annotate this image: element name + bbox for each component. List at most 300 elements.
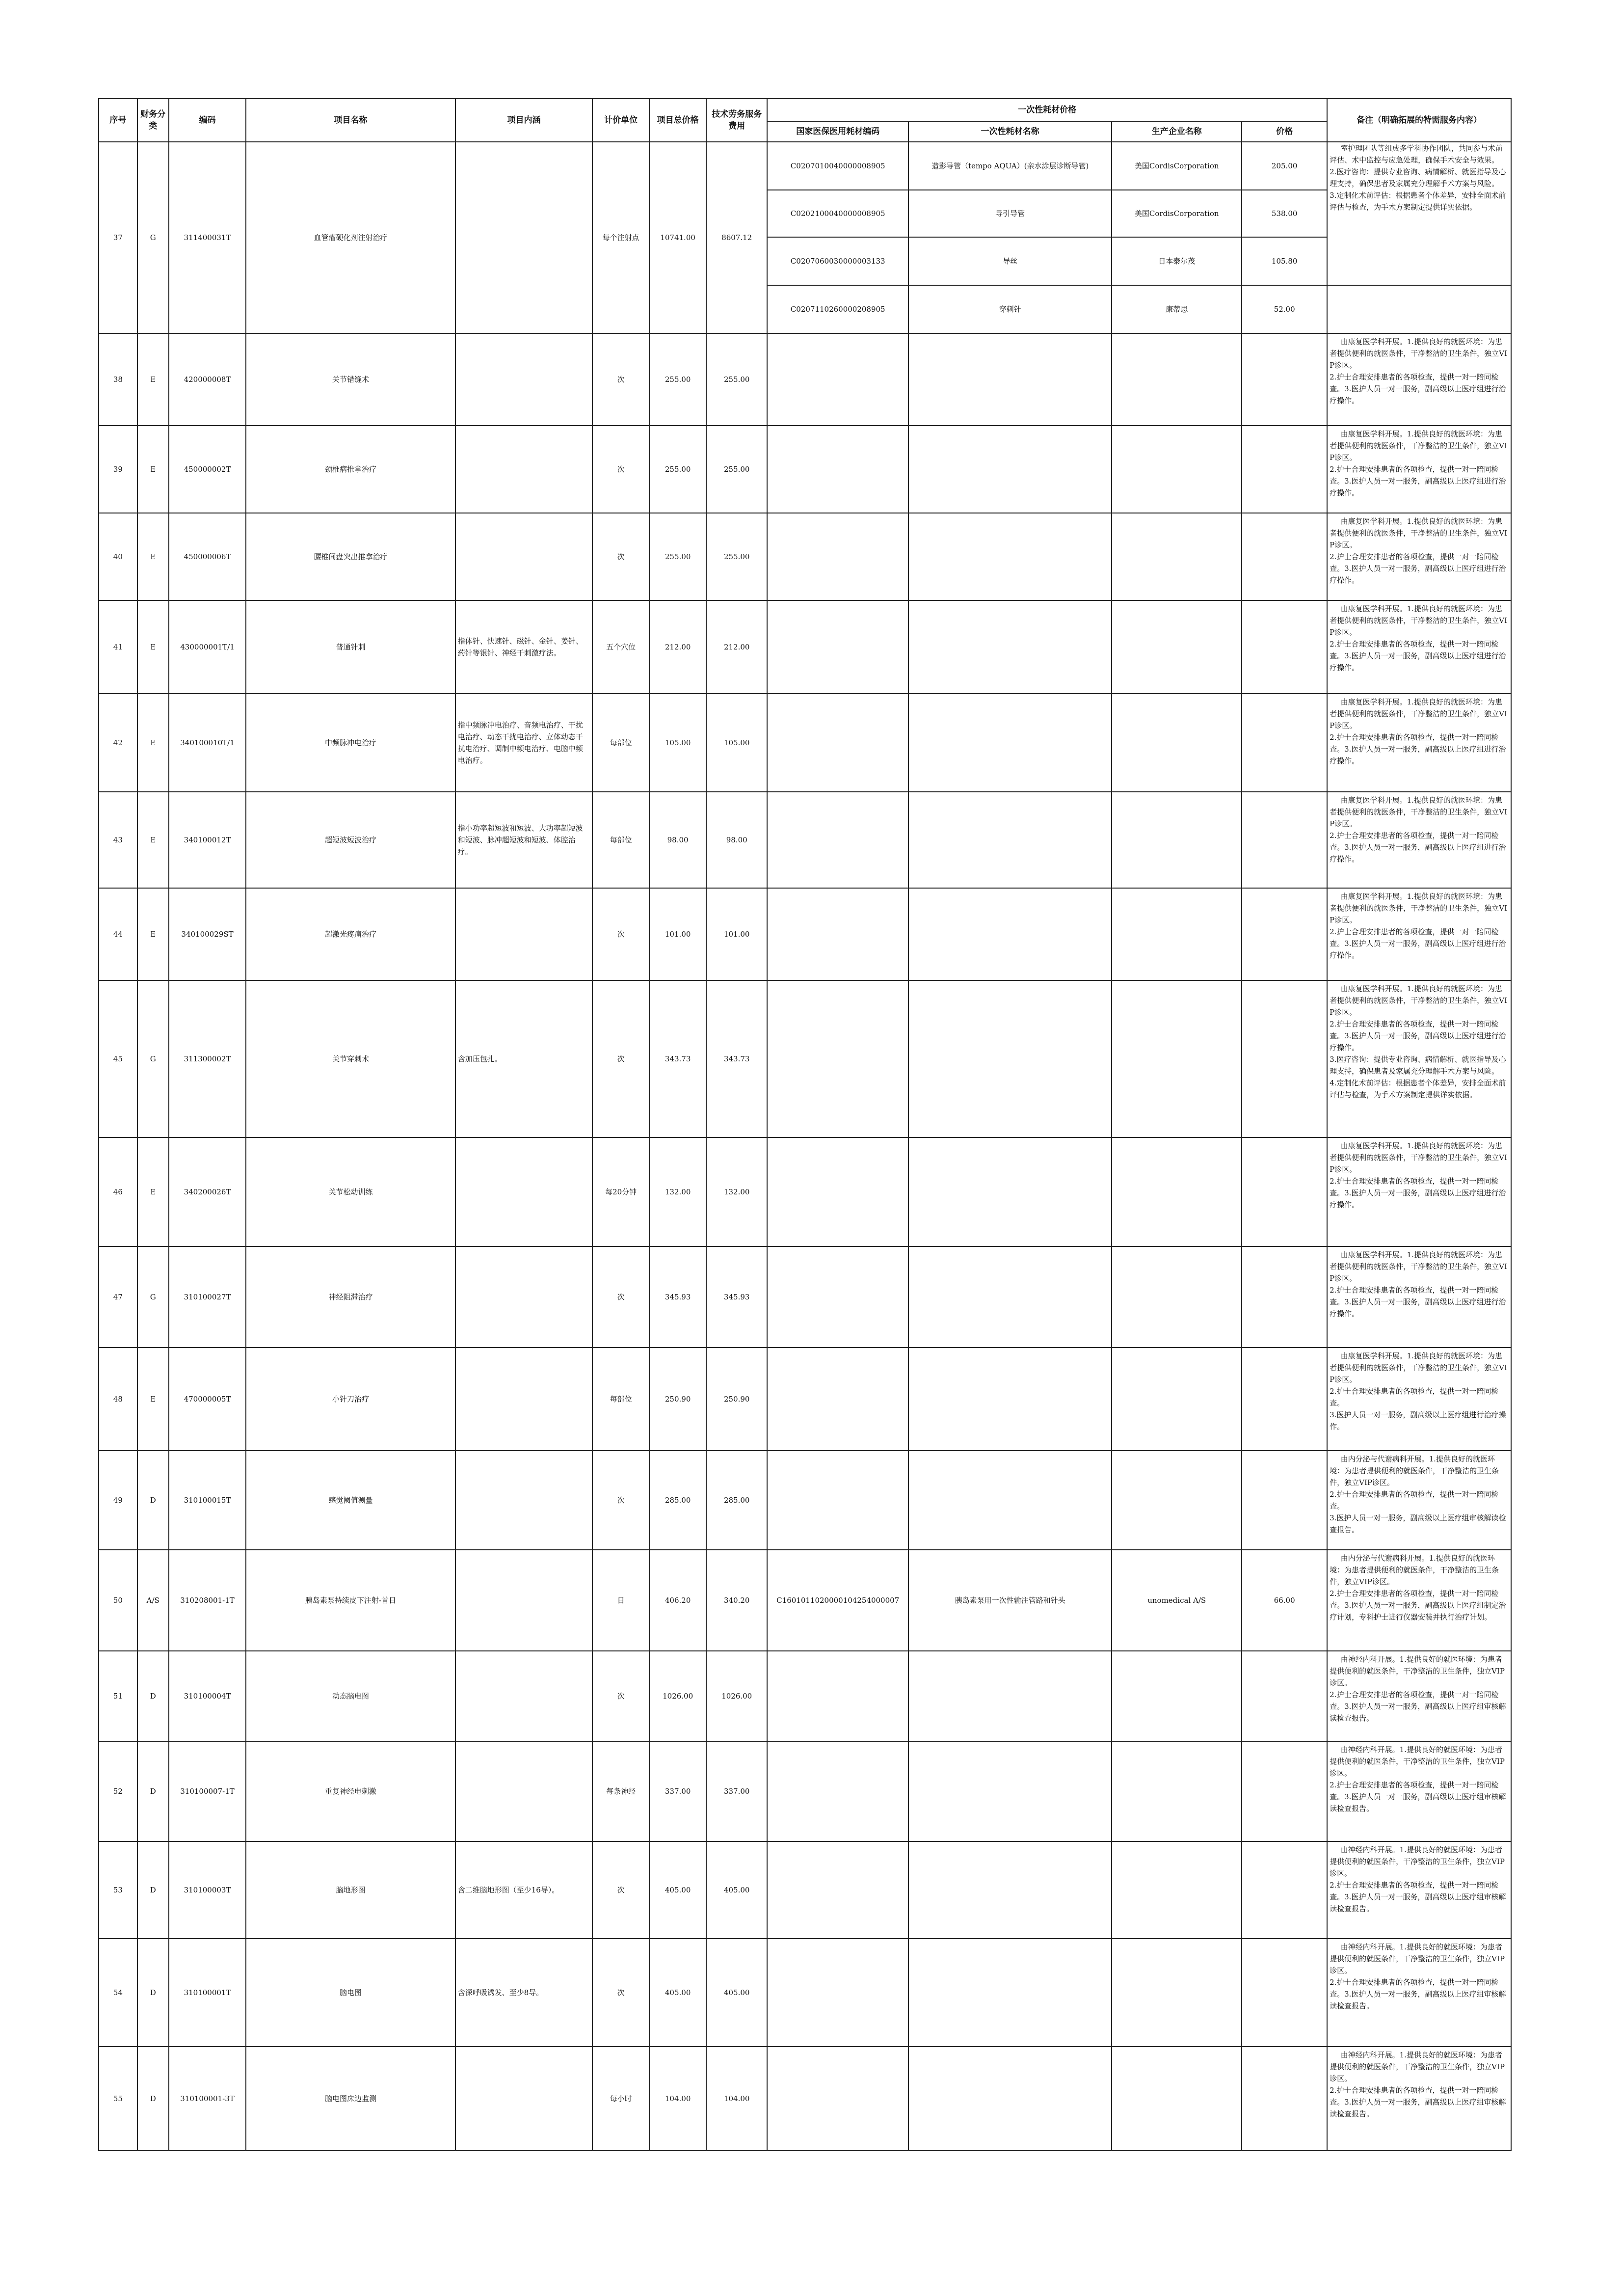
row-code: 430000001T/1 [169,600,246,694]
row-code: 470000005T [169,1348,246,1451]
table-row [99,1550,1511,1651]
remark-paragraph: 2.护士合理安排患者的各项检查，提供一对一陪同检查。3.医护人员一对一服务，副高级以上医疗组进行治疗操作。 [1330,552,1506,585]
row-class: G [137,1246,169,1348]
row-fee: 101.00 [706,888,767,980]
row-class: D [137,1939,169,2047]
row-unit: 次 [592,980,649,1137]
remark-paragraph: 2.护士合理安排患者的各项检查，提供一对一陪同检查。3.医护人员一对一服务，副高级以上医疗组进行治疗操作。 [1330,927,1506,960]
row-seq: 43 [99,792,137,888]
table-row [99,1939,1511,2047]
row-remark [1327,1841,1511,1939]
header-content: 项目内涵 [455,99,593,142]
consumable-price: 205.00 [1242,142,1327,190]
row-class: D [137,1741,169,1841]
row-remark [1327,513,1511,600]
row-seq: 53 [99,1841,137,1939]
remark-paragraph: 2.护士合理安排患者的各项检查，提供一对一陪同检查。3.医护人员一对一服务，副高级以上医疗组进行治疗操作。 [1330,1020,1506,1052]
table-row [99,1741,1511,1841]
row-content: 含加压包扎。 [455,980,593,1137]
consumable-code [767,513,908,600]
row-content: 含深呼吸诱发、至少8导。 [455,1939,593,2047]
row-class: D [137,1451,169,1550]
consumable-maker [1112,600,1242,694]
table-row [99,694,1511,792]
row-code: 340100010T/1 [169,694,246,792]
remark-paragraph: 2.护士合理安排患者的各项检查，提供一对一陪同检查。3.医护人员一对一服务，副高级以上医疗组进行治疗操作。 [1330,733,1506,765]
row-fee: 255.00 [706,333,767,426]
consumable-name [908,600,1112,694]
row-content: 指中频脉冲电治疗、音频电治疗、干扰电治疗、动态干扰电治疗、立体动态干扰电治疗、调制中频电治疗、电脑中频电治疗。 [455,694,593,792]
remark-paragraph: 2.护士合理安排患者的各项检查，提供一对一陪同检查。3.医护人员一对一服务，副高级以上医疗组进行治疗操作。 [1330,373,1506,405]
row-code: 310100007-1T [169,1741,246,1841]
row-class: A/S [137,1550,169,1651]
table-row [99,1841,1511,1939]
consumable-maker [1112,980,1242,1137]
table-row [99,792,1511,888]
remark-paragraph: 由神经内科开展。1.提供良好的就医环境：为患者提供便利的就医条件，干净整洁的卫生条件，独立VIP诊区。 [1330,1745,1505,1778]
row-seq: 54 [99,1939,137,2047]
remark-paragraph: 3.定制化术前评估：根据患者个体差异，安排全面术前评估与检查，为手术方案制定提供详实依据。 [1330,191,1506,212]
consumable-name [908,888,1112,980]
row-unit: 次 [592,513,649,600]
row-name: 小针刀治疗 [246,1348,455,1451]
remark-paragraph: 2.护士合理安排患者的各项检查，提供一对一陪同检查。 [1330,1387,1499,1407]
remark-paragraph: 由康复医学科开展。1.提供良好的就医环境：为患者提供便利的就医条件，干净整洁的卫生条件，独立VIP诊区。 [1330,892,1507,924]
consumable-code [767,792,908,888]
consumable-code [767,1651,908,1741]
consumable-name [908,792,1112,888]
row-code: 450000006T [169,513,246,600]
row-unit: 日 [592,1550,649,1651]
consumable-code [767,600,908,694]
header-item-name: 项目名称 [246,99,455,142]
row-content: 指体针、快速针、磁针、金针、姜针、药针等银针、神经干刺激疗法。 [455,600,593,694]
consumable-code [767,888,908,980]
row-content [455,513,593,600]
row-fee: 132.00 [706,1137,767,1246]
row-code: 310100004T [169,1651,246,1741]
row-code: 310100015T [169,1451,246,1550]
row-fee: 250.90 [706,1348,767,1451]
row-fee: 405.00 [706,1939,767,2047]
consumable-price [1242,513,1327,600]
consumable-maker [1112,1348,1242,1451]
consumable-maker [1112,1451,1242,1550]
row-unit: 每20分钟 [592,1137,649,1246]
remark-paragraph: 由内分泌与代谢病科开展。1.提供良好的就医环境：为患者提供便利的就医条件，干净整洁的卫生条件，独立VIP诊区。 [1330,1455,1499,1487]
row37-remark-empty [1327,285,1511,333]
row-remark [1327,1939,1511,2047]
row-name: 感觉阈值测量 [246,1451,455,1550]
row37-seq: 37 [99,142,137,333]
consumable-maker: unomedical A/S [1112,1550,1242,1651]
row-class: E [137,1137,169,1246]
consumable-maker [1112,792,1242,888]
row-code: 310100001-3T [169,2047,246,2151]
row-remark [1327,600,1511,694]
row-class: E [137,600,169,694]
row-class: E [137,513,169,600]
header-total-price: 项目总价格 [649,99,706,142]
consumable-maker [1112,1939,1242,2047]
row-class: E [137,1348,169,1451]
consumable-price [1242,426,1327,513]
consumable-price [1242,1348,1327,1451]
consumable-maker [1112,426,1242,513]
consumable-maker: 康蒂思 [1112,285,1242,333]
row-remark [1327,980,1511,1137]
remark-paragraph: 2.护士合理安排患者的各项检查，提供一对一陪同检查。3.医护人员一对一服务，副高级以上医疗组进行治疗操作。 [1330,1286,1506,1318]
row-unit: 次 [592,888,649,980]
row-class: E [137,426,169,513]
row-unit: 每条神经 [592,1741,649,1841]
consumable-code [767,1348,908,1451]
consumable-maker [1112,694,1242,792]
consumable-code [767,1841,908,1939]
table-row [99,333,1511,426]
row-remark [1327,694,1511,792]
row-seq: 38 [99,333,137,426]
remark-paragraph: 2.护士合理安排患者的各项检查，提供一对一陪同检查。3.医护人员一对一服务，副高级以上医疗组审核解读检查报告。 [1330,1690,1506,1723]
table-row [99,1651,1511,1741]
row-name: 颈椎病推拿治疗 [246,426,455,513]
row-fee: 285.00 [706,1451,767,1550]
row-remark [1327,1246,1511,1348]
remark-paragraph: 由神经内科开展。1.提供良好的就医环境：为患者提供便利的就医条件，干净整洁的卫生条件，独立VIP诊区。 [1330,2051,1505,2083]
row-unit: 次 [592,1939,649,2047]
row-seq: 51 [99,1651,137,1741]
row-name: 普通针刺 [246,600,455,694]
consumable-maker [1112,1841,1242,1939]
row-content [455,1246,593,1348]
row-fee: 337.00 [706,1741,767,1841]
consumable-name [908,333,1112,426]
row-remark [1327,1451,1511,1550]
consumable-price [1242,1939,1327,2047]
row-class: E [137,792,169,888]
row-remark [1327,1348,1511,1451]
consumable-name [908,1741,1112,1841]
header-unit: 计价单位 [592,99,649,142]
remark-paragraph: 2.护士合理安排患者的各项检查，提供一对一陪同检查。3.医护人员一对一服务，副高级以上医疗组进行治疗操作。 [1330,1177,1506,1209]
row-total: 255.00 [649,426,706,513]
row-class: E [137,333,169,426]
row-seq: 48 [99,1348,137,1451]
consumable-name [908,513,1112,600]
row-name: 重复神经电刺激 [246,1741,455,1841]
remark-paragraph: 由康复医学科开展。1.提供良好的就医环境：为患者提供便利的就医条件，干净整洁的卫生条件，独立VIP诊区。 [1330,604,1507,637]
row-name: 动态脑电图 [246,1651,455,1741]
row-seq: 52 [99,1741,137,1841]
consumable-name: 造影导管（tempo AQUA）(亲水涂层诊断导管) [908,142,1112,190]
remark-paragraph: 由神经内科开展。1.提供良好的就医环境：为患者提供便利的就医条件，干净整洁的卫生条件，独立VIP诊区。 [1330,1845,1505,1878]
row-fee: 105.00 [706,694,767,792]
header-seq: 序号 [99,99,137,142]
consumable-name [908,2047,1112,2151]
row-seq: 46 [99,1137,137,1246]
row-total: 343.73 [649,980,706,1137]
row-total: 285.00 [649,1451,706,1550]
consumable-maker [1112,888,1242,980]
remark-paragraph: 2.护士合理安排患者的各项检查，提供一对一陪同检查。3.医护人员一对一服务，副高级以上医疗组审核解读检查报告。 [1330,1881,1506,1913]
remark-paragraph: 3.医护人员一对一服务，副高级以上医疗组审核解读检查报告。 [1330,1513,1506,1534]
row-total: 250.90 [649,1348,706,1451]
row-remark [1327,333,1511,426]
consumable-code [767,1451,908,1550]
consumable-maker: 日本泰尔茂 [1112,237,1242,285]
consumable-price [1242,694,1327,792]
row-seq: 45 [99,980,137,1137]
row-total: 255.00 [649,513,706,600]
row-content [455,1348,593,1451]
row-class: E [137,694,169,792]
consumable-maker: 美国CordisCorporation [1112,142,1242,190]
row-seq: 42 [99,694,137,792]
row-total: 98.00 [649,792,706,888]
row-remark [1327,1137,1511,1246]
row-total: 212.00 [649,600,706,694]
remark-paragraph: 4.定制化术前评估：根据患者个体差异，安排全面术前评估与检查，为手术方案制定提供详实依据。 [1330,1079,1506,1099]
row-remark [1327,1741,1511,1841]
consumable-code [767,694,908,792]
consumable-price [1242,2047,1327,2151]
consumable-name [908,1841,1112,1939]
row-name: 关节穿刺术 [246,980,455,1137]
consumable-price [1242,600,1327,694]
remark-paragraph: 由康复医学科开展。1.提供良好的就医环境：为患者提供便利的就医条件，干净整洁的卫生条件，独立VIP诊区。 [1330,1351,1507,1384]
row-total: 105.00 [649,694,706,792]
row-class: G [137,980,169,1137]
row-content [455,1741,593,1841]
row-total: 406.20 [649,1550,706,1651]
remark-paragraph: 由康复医学科开展。1.提供良好的就医环境：为患者提供便利的就医条件，干净整洁的卫生条件，独立VIP诊区。 [1330,430,1507,462]
consumable-price [1242,1451,1327,1550]
row-name: 脑电图 [246,1939,455,2047]
table-row [99,888,1511,980]
consumable-name [908,980,1112,1137]
row-fee: 212.00 [706,600,767,694]
remark-paragraph: 2.护士合理安排患者的各项检查，提供一对一陪同检查。 [1330,1490,1499,1511]
consumable-code [767,333,908,426]
remark-paragraph: 由康复医学科开展。1.提供良好的就医环境：为患者提供便利的就医条件，干净整洁的卫生条件，独立VIP诊区。 [1330,698,1507,730]
table-row [99,1348,1511,1451]
consumable-code [767,1939,908,2047]
consumable-code [767,2047,908,2151]
header-finance-class: 财务分类 [137,99,169,142]
row-name: 脑地形图 [246,1841,455,1939]
remark-paragraph: 2.护士合理安排患者的各项检查，提供一对一陪同检查。3.医护人员一对一服务，副高级以上医疗组审核解读检查报告。 [1330,2086,1506,2118]
row-content: 含二维脑地形图（至少16导）。 [455,1841,593,1939]
consumable-maker [1112,333,1242,426]
remark-paragraph: 由神经内科开展。1.提供良好的就医环境：为患者提供便利的就医条件，干净整洁的卫生条件，独立VIP诊区。 [1330,1943,1505,1975]
consumable-name [908,1651,1112,1741]
row37-remark [1327,142,1511,285]
row-fee: 340.20 [706,1550,767,1651]
row-unit: 每小时 [592,2047,649,2151]
row-unit: 每部位 [592,694,649,792]
consumable-maker: 美国CordisCorporation [1112,190,1242,237]
row-unit: 次 [592,426,649,513]
row-name: 神经阻滞治疗 [246,1246,455,1348]
row-fee: 345.93 [706,1246,767,1348]
row-content [455,426,593,513]
row-class: D [137,1651,169,1741]
consumable-price [1242,1246,1327,1348]
consumable-code: C0207010040000008905 [767,142,908,190]
row-class: D [137,2047,169,2151]
table-row [99,600,1511,694]
row-unit: 次 [592,1246,649,1348]
row-seq: 41 [99,600,137,694]
table-row [99,2047,1511,2151]
consumable-code [767,980,908,1137]
header-consumable-name: 一次性耗材名称 [908,121,1112,142]
table-row [99,1137,1511,1246]
consumable-price [1242,1137,1327,1246]
row-fee: 1026.00 [706,1651,767,1741]
remark-paragraph: 由康复医学科开展。1.提供良好的就医环境：为患者提供便利的就医条件，干净整洁的卫生条件，独立VIP诊区。 [1330,984,1507,1017]
consumable-code: C0207110260000208905 [767,285,908,333]
row-total: 405.00 [649,1939,706,2047]
row37-fee: 8607.12 [706,142,767,333]
row-class: E [137,888,169,980]
row-total: 345.93 [649,1246,706,1348]
consumable-code [767,1246,908,1348]
row-code: 310100001T [169,1939,246,2047]
remark-paragraph: 2.护士合理安排患者的各项检查，提供一对一陪同检查。3.医护人员一对一服务，副高级以上医疗组审核解读检查报告。 [1330,1781,1506,1813]
row-remark [1327,1550,1511,1651]
row-code: 310100003T [169,1841,246,1939]
remark-paragraph: 2.护士合理安排患者的各项检查，提供一对一陪同检查。3.医护人员一对一服务，副高级以上医疗组进行治疗操作。 [1330,640,1506,672]
header-manufacturer: 生产企业名称 [1112,121,1242,142]
consumable-maker [1112,513,1242,600]
consumable-name [908,1451,1112,1550]
consumable-name [908,1137,1112,1246]
row-unit: 五个穴位 [592,600,649,694]
consumable-code: C1601011020000104254000007 [767,1550,908,1651]
row-content [455,1550,593,1651]
row-total: 132.00 [649,1137,706,1246]
row-fee: 255.00 [706,426,767,513]
consumable-maker [1112,1741,1242,1841]
row-code: 310100027T [169,1246,246,1348]
row-unit: 次 [592,1651,649,1741]
table-row [99,980,1511,1137]
row37-code: 311400031T [169,142,246,333]
consumable-price: 66.00 [1242,1550,1327,1651]
row-code: 340100012T [169,792,246,888]
consumable-code [767,1741,908,1841]
row-code: 311300002T [169,980,246,1137]
row-seq: 50 [99,1550,137,1651]
remark-paragraph: 由神经内科开展。1.提供良好的就医环境：为患者提供便利的就医条件，干净整洁的卫生条件，独立VIP诊区。 [1330,1655,1505,1687]
row-content [455,333,593,426]
consumable-price [1242,1651,1327,1741]
consumable-code [767,426,908,513]
price-table [98,98,1512,2151]
row-code: 450000002T [169,426,246,513]
row-name: 超激光疼痛治疗 [246,888,455,980]
consumable-price [1242,1741,1327,1841]
row-fee: 104.00 [706,2047,767,2151]
header-price: 价格 [1242,121,1327,142]
row-content: 指小功率超短波和短波、大功率超短波和短波、脉冲超短波和短波、体腔治疗。 [455,792,593,888]
row37-total: 10741.00 [649,142,706,333]
row-total: 101.00 [649,888,706,980]
table-row [99,1451,1511,1550]
row-unit: 每部位 [592,792,649,888]
consumable-maker [1112,1246,1242,1348]
remark-paragraph: 由康复医学科开展。1.提供良好的就医环境：为患者提供便利的就医条件，干净整洁的卫生条件，独立VIP诊区。 [1330,796,1507,828]
row-name: 关节松动训练 [246,1137,455,1246]
header-code: 编码 [169,99,246,142]
consumable-name [908,1939,1112,2047]
row-total: 104.00 [649,2047,706,2151]
row-remark [1327,792,1511,888]
row-code: 310208001-1T [169,1550,246,1651]
row-class: D [137,1841,169,1939]
remark-paragraph: 2.护士合理安排患者的各项检查，提供一对一陪同检查。3.医护人员一对一服务，副高级以上医疗组进行治疗操作。 [1330,831,1506,864]
remark-paragraph: 3.医护人员一对一服务，副高级以上医疗组进行治疗操作。 [1330,1410,1506,1431]
row-seq: 44 [99,888,137,980]
row-total: 255.00 [649,333,706,426]
row-code: 340100029ST [169,888,246,980]
row-fee: 343.73 [706,980,767,1137]
row-unit: 次 [592,333,649,426]
row-name: 胰岛素泵持续皮下注射-首日 [246,1550,455,1651]
row-name: 关节错缝术 [246,333,455,426]
consumable-code: C0202100040000008905 [767,190,908,237]
row-content [455,1451,593,1550]
remark-paragraph: 由康复医学科开展。1.提供良好的就医环境：为患者提供便利的就医条件，干净整洁的卫生条件，独立VIP诊区。 [1330,1250,1507,1283]
consumable-name: 导引导管 [908,190,1112,237]
row-code: 340200026T [169,1137,246,1246]
consumable-name [908,1348,1112,1451]
consumable-code [767,1137,908,1246]
row-name: 脑电图床边监测 [246,2047,455,2151]
consumable-maker [1112,1651,1242,1741]
remark-paragraph: 2.护士合理安排患者的各项检查，提供一对一陪同检查。3.医护人员一对一服务，副高级以上医疗组制定治疗计划，专科护士进行仪器安装并执行治疗计划。 [1330,1589,1506,1621]
remark-paragraph: 由内分泌与代谢病科开展。1.提供良好的就医环境：为患者提供便利的就医条件，干净整洁的卫生条件，独立VIP诊区。 [1330,1554,1499,1586]
row-fee: 405.00 [706,1841,767,1939]
consumable-price [1242,792,1327,888]
consumable-price: 538.00 [1242,190,1327,237]
row37-name: 血管瘤硬化剂注射治疗 [246,142,455,333]
row-content [455,2047,593,2151]
remark-paragraph: 2.医疗咨询：提供专业咨询、病情解析、就医指导及心理支持，确保患者及家属充分理解手术方案与风险。 [1330,167,1506,188]
row-total: 337.00 [649,1741,706,1841]
row-content [455,888,593,980]
row-remark [1327,426,1511,513]
remark-paragraph: 由康复医学科开展。1.提供良好的就医环境：为患者提供便利的就医条件，干净整洁的卫生条件，独立VIP诊区。 [1330,517,1507,549]
row-remark [1327,2047,1511,2151]
consumable-name [908,426,1112,513]
consumable-maker [1112,1137,1242,1246]
row-total: 405.00 [649,1841,706,1939]
row37-content [455,142,593,333]
row-seq: 49 [99,1451,137,1550]
consumable-price [1242,1841,1327,1939]
table-row [99,426,1511,513]
row-seq: 39 [99,426,137,513]
remark-paragraph: 由康复医学科开展。1.提供良好的就医环境：为患者提供便利的就医条件，干净整洁的卫生条件，独立VIP诊区。 [1330,1141,1507,1174]
header-consumable-code: 国家医保医用耗材编码 [767,121,908,142]
header-remark: 备注（明确拓展的特需服务内容） [1327,99,1511,142]
header-consumable-group: 一次性耗材价格 [767,99,1327,121]
row-name: 腰椎间盘突出推拿治疗 [246,513,455,600]
row-name: 中频脉冲电治疗 [246,694,455,792]
consumable-name [908,694,1112,792]
